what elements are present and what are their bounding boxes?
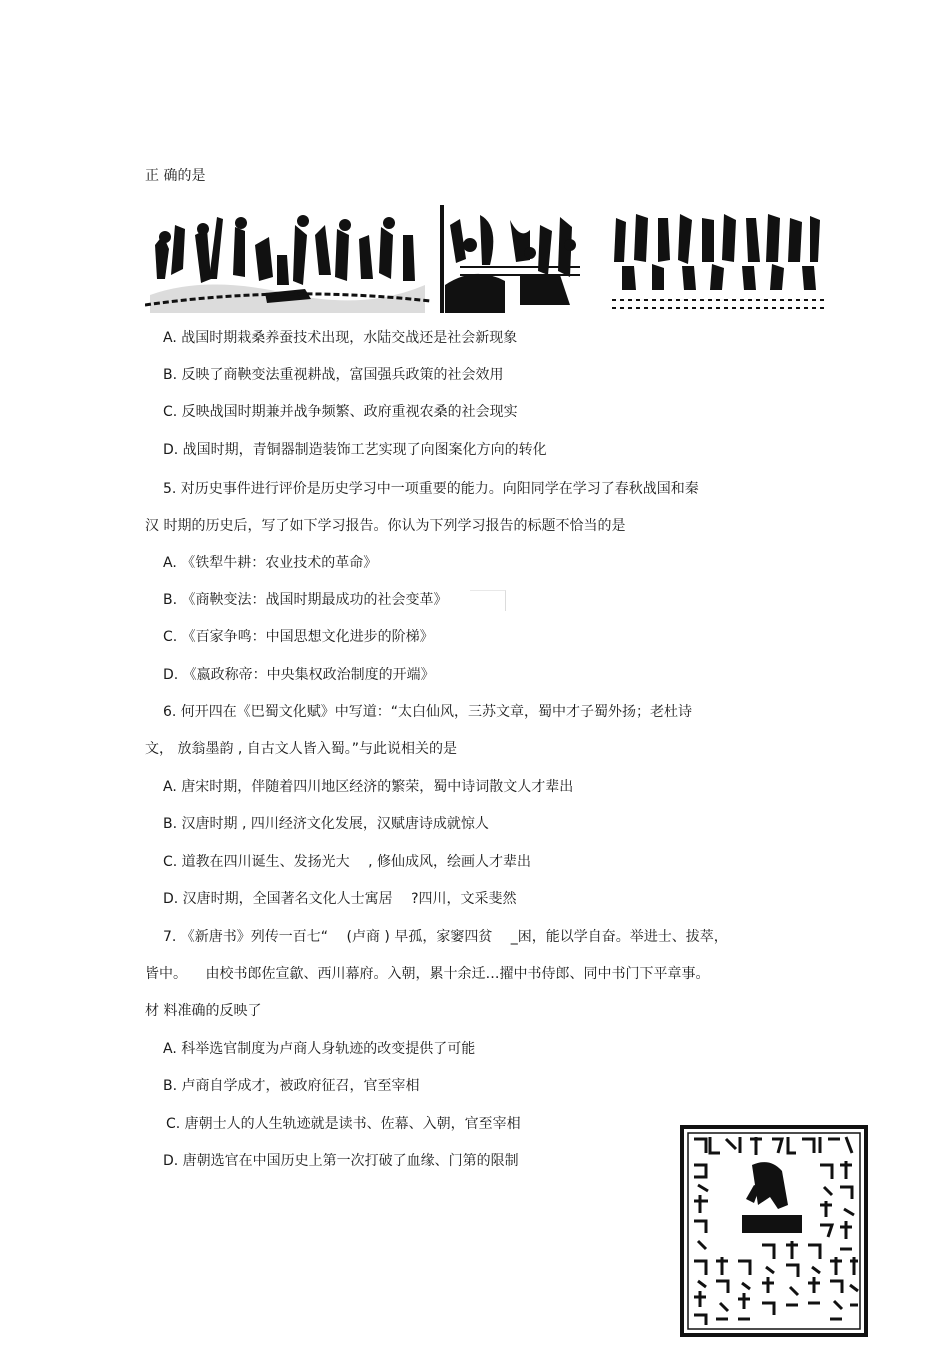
- q5-option-b: B. 《商鞅变法：战国时期最成功的社会变革》: [163, 592, 448, 608]
- bronze-pattern-figure-right: [612, 208, 824, 316]
- q5-stem-line2: 汉 时期的历史后，写了如下学习报告。你认为下列学习报告的标题不恰当的是: [145, 518, 626, 534]
- q7-stem-line1: 7. 《新唐书》列传一百七“ (卢商 ) 早孤，家窭四贫 _困，能以学自奋。举进士、拔萃，: [163, 929, 728, 945]
- scan-artifact-box: [470, 590, 506, 611]
- woodblock-print-advertisement-image: [680, 1125, 868, 1337]
- q4-option-d: D. 战国时期，青铜器制造装饰工艺实现了向图案化方向的转化: [163, 442, 547, 458]
- q7-option-a: A. 科举选官制度为卢商人身轨迹的改变提供了可能: [163, 1041, 476, 1057]
- q7-option-c: C. 唐朝士人的人生轨迹就是读书、佐幕、入朝，官至宰相: [166, 1116, 521, 1132]
- question-stem-continuation: 正 确的是: [145, 168, 206, 184]
- q6-option-b: B. 汉唐时期 , 四川经济文化发展，汉赋唐诗成就惊人: [163, 816, 489, 832]
- bronze-pattern-figure-middle: [440, 205, 592, 313]
- q6-option-d: D. 汉唐时期，全国著名文化人士寓居 ?四川，文采斐然: [163, 891, 517, 907]
- q6-option-a: A. 唐宋时期，伴随着四川地区经济的繁荣，蜀中诗词散文人才辈出: [163, 779, 574, 795]
- q7-option-d: D. 唐朝选官在中国历史上第一次打破了血缘、门第的限制: [163, 1153, 519, 1169]
- q5-option-c: C. 《百家争鸣：中国思想文化进步的阶梯》: [163, 629, 434, 645]
- q6-option-c: C. 道教在四川诞生、发扬光大 , 修仙成风，绘画人才辈出: [163, 854, 532, 870]
- q5-option-d: D. 《嬴政称帝：中央集权政治制度的开端》: [163, 667, 435, 683]
- q4-option-c: C. 反映战国时期兼并战争频繁、政府重视农桑的社会现实: [163, 404, 518, 420]
- q4-option-a: A. 战国时期栽桑养蚕技术出现，水陆交战还是社会新现象: [163, 330, 518, 346]
- q5-stem-line1: 5. 对历史事件进行评价是历史学习中一项重要的能力。向阳同学在学习了春秋战国和秦: [163, 481, 699, 497]
- q6-stem-line1: 6. 何开四在《巴蜀文化赋》中写道：“太白仙风，三苏文章，蜀中才子蜀外扬；老杜诗: [163, 704, 693, 720]
- q5-option-a: A. 《铁犁牛耕：农业技术的革命》: [163, 555, 378, 571]
- q7-stem-line2: 皆中。 由校书郎佐宣歙、西川幕府。入朝，累十余迁…擢中书侍郎、同中书门下平章事。: [145, 966, 710, 982]
- q7-option-b: B. 卢商自学成才，被政府征召，官至宰相: [163, 1078, 420, 1094]
- q7-stem-line3: 材 料准确的反映了: [145, 1003, 262, 1019]
- q4-option-b: B. 反映了商鞅变法重视耕战，富国强兵政策的社会效用: [163, 367, 504, 383]
- bronze-pattern-figure-left: [145, 205, 430, 313]
- q6-stem-line2: 文， 放翁墨韵 , 自古文人皆入蜀。”与此说相关的是: [145, 741, 458, 757]
